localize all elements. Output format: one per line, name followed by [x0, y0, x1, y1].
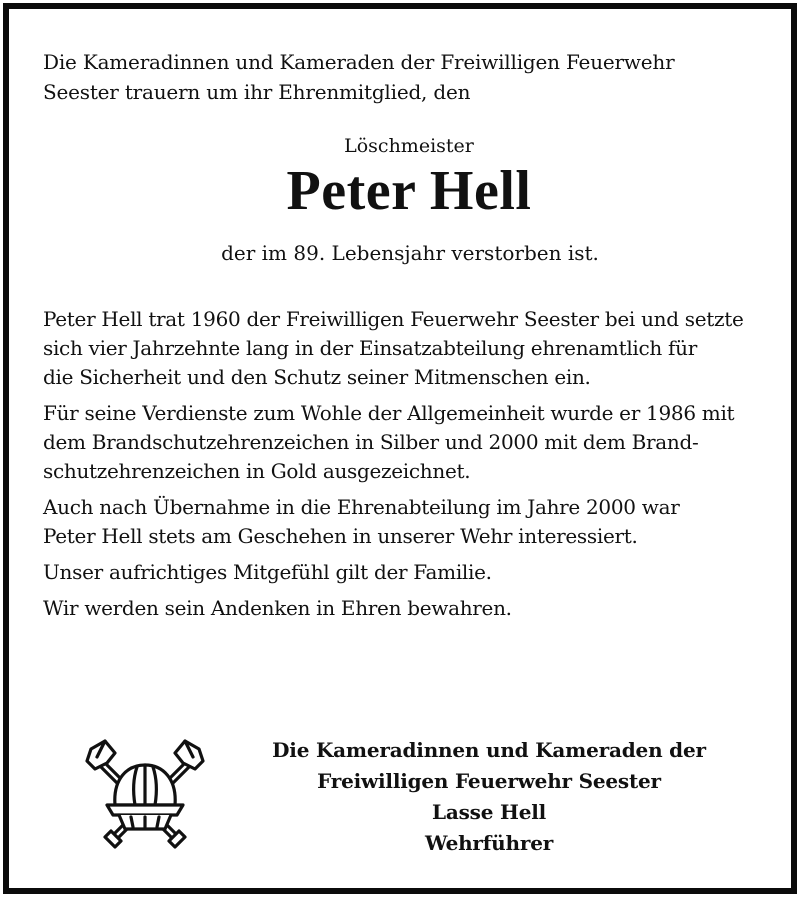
intro-line-1: Die Kameradinnen und Kameraden der Freiwilligen Feuerwehr [43, 50, 675, 74]
paragraph-3 [43, 493, 783, 551]
signature-line-3: Lasse Hell [431, 800, 547, 824]
paragraph-line: Für seine Verdienste zum Wohle der Allgemeinheit wurde er 1986 mit [43, 401, 735, 425]
intro-line-2: Seester trauern um ihr Ehrenmitglied, den [43, 80, 471, 104]
paragraph-line: Wir werden sein Andenken in Ehren bewahren. [43, 596, 512, 620]
paragraph-line: schutzehrenzeichen in Gold ausgezeichnet. [43, 459, 471, 483]
paragraph-line: dem Brandschutzehrenzeichen in Silber und 2000 mit dem Brand- [43, 430, 699, 454]
obituary-frame [3, 3, 797, 894]
rank-title: Löschmeister [344, 135, 474, 157]
intro [43, 47, 783, 107]
paragraph-line: Unser aufrichtiges Mitgefühl gilt der Familie. [43, 560, 492, 584]
signature-block [229, 735, 749, 859]
fire-helmet-crossed-axes-icon [85, 739, 205, 851]
paragraph-line: Auch nach Übernahme in die Ehrenabteilung im Jahre 2000 war [43, 495, 680, 519]
death-note: der im 89. Lebensjahr verstorben ist. [221, 241, 599, 265]
obituary-content [43, 47, 783, 855]
signature-line-1: Die Kameradinnen und Kameraden der [272, 738, 706, 762]
paragraph-4 [43, 558, 783, 587]
paragraph-1 [43, 305, 783, 392]
paragraph-line: Peter Hell trat 1960 der Freiwilligen Feuerwehr Seester bei und setzte [43, 307, 744, 331]
paragraph-line: die Sicherheit und den Schutz seiner Mitmenschen ein. [43, 365, 591, 389]
deceased-name: Peter Hell [286, 160, 532, 222]
signature-line-4: Wehrführer [424, 831, 554, 855]
paragraph-line: Peter Hell stets am Geschehen in unserer Wehr interessiert. [43, 524, 638, 548]
signoff [43, 735, 783, 875]
paragraph-2 [43, 399, 783, 486]
paragraph-line: sich vier Jahrzehnte lang in der Einsatzabteilung ehrenamtlich für [43, 336, 697, 360]
paragraph-5 [43, 594, 783, 623]
signature-line-2: Freiwilligen Feuerwehr Seester [317, 769, 661, 793]
